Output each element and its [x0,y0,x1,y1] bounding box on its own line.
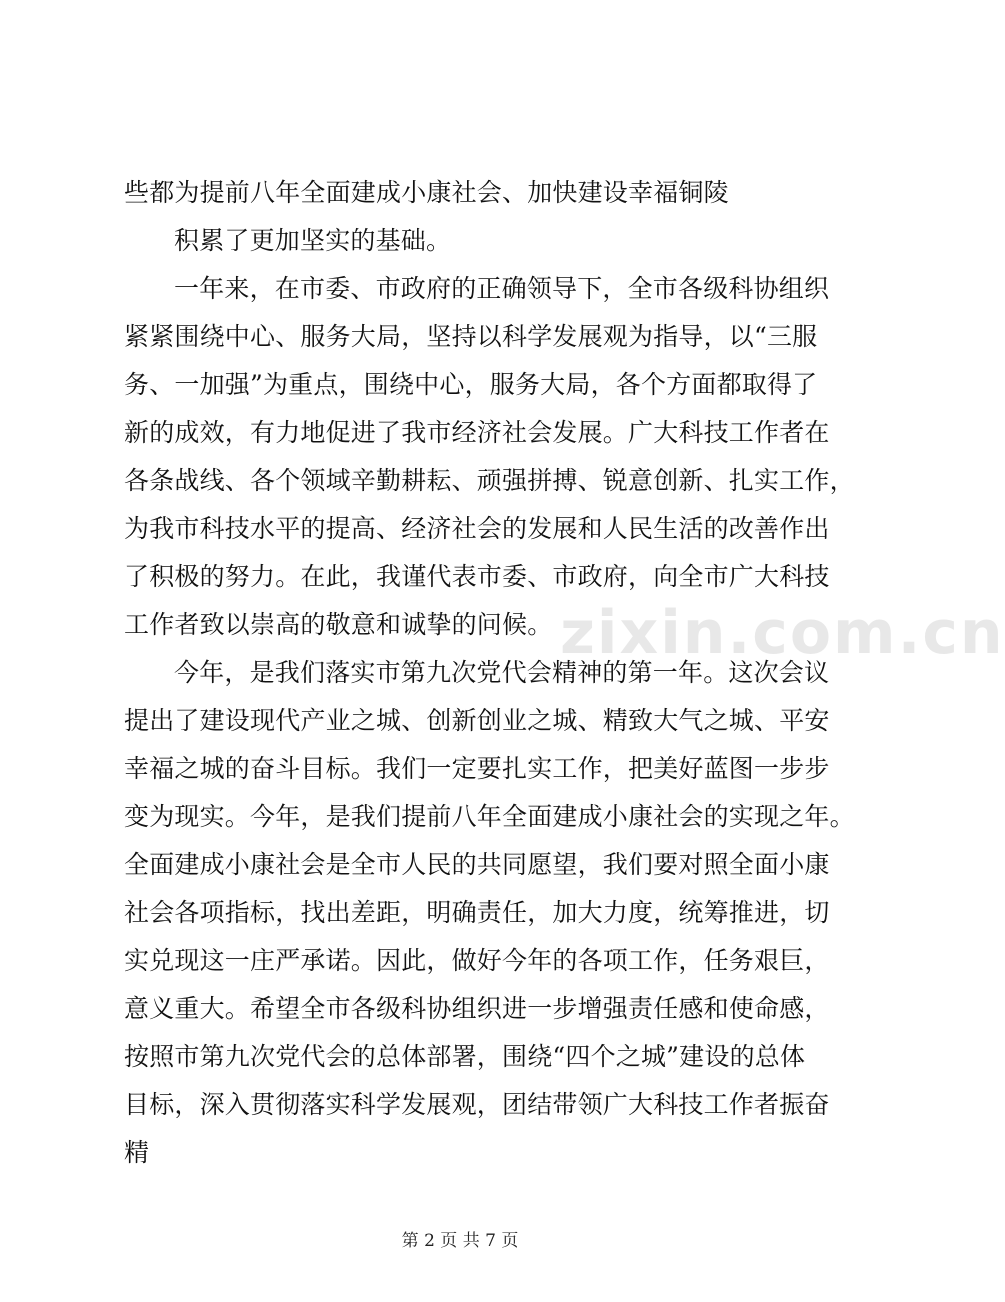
text-line: 实兑现这一庄严承诺。因此，做好今年的各项工作，任务艰巨， [124,946,830,975]
text-line: 意义重大。希望全市各级科协组织进一步增强责任感和使命感， [124,994,830,1023]
text-line: 按照市第九次党代会的总体部署，围绕“四个之城”建设的总体 [124,1042,806,1071]
text-line: 些都为提前八年全面建成小康社会、加快建设幸福铜陵 [124,178,729,207]
text-line: 提出了建设现代产业之城、创新创业之城、精致大气之城、平安 [124,706,830,735]
text-line: 今年，是我们落实市第九次党代会精神的第一年。这次会议 [174,658,830,687]
page-footer: 第 2 页 共 7 页 [401,1231,519,1251]
text-line: 精 [124,1138,150,1167]
text-line: 为我市科技水平的提高、经济社会的发展和人民生活的改善作出 [124,514,830,543]
text-line: 一年来，在市委、市政府的正确领导下，全市各级科协组织 [174,274,830,303]
watermark: zixin.com.cn [560,598,1005,668]
text-line: 工作者致以崇高的敬意和诚挚的问候。 [124,610,553,639]
text-line: 务、一加强”为重点，围绕中心，服务大局，各个方面都取得了 [124,370,818,399]
text-line: 幸福之城的奋斗目标。我们一定要扎实工作，把美好蓝图一步步 [124,754,830,783]
text-line: 了积极的努力。在此，我谨代表市委、市政府，向全市广大科技 [124,562,830,591]
text-line: 紧紧围绕中心、服务大局，坚持以科学发展观为指导，以“三服 [124,322,818,351]
text-line: 积累了更加坚实的基础。 [174,226,452,255]
text-line: 新的成效，有力地促进了我市经济社会发展。广大科技工作者在 [124,418,830,447]
text-line: 变为现实。今年，是我们提前八年全面建成小康社会的实现之年。 [124,802,855,831]
text-line: 各条战线、各个领域辛勤耕耘、顽强拼搏、锐意创新、扎实工作， [124,466,855,495]
text-line: 目标，深入贯彻落实科学发展观，团结带领广大科技工作者振奋 [124,1090,830,1119]
text-line: 全面建成小康社会是全市人民的共同愿望，我们要对照全面小康 [124,850,830,879]
text-line: 社会各项指标，找出差距，明确责任，加大力度，统筹推进，切 [124,898,830,927]
